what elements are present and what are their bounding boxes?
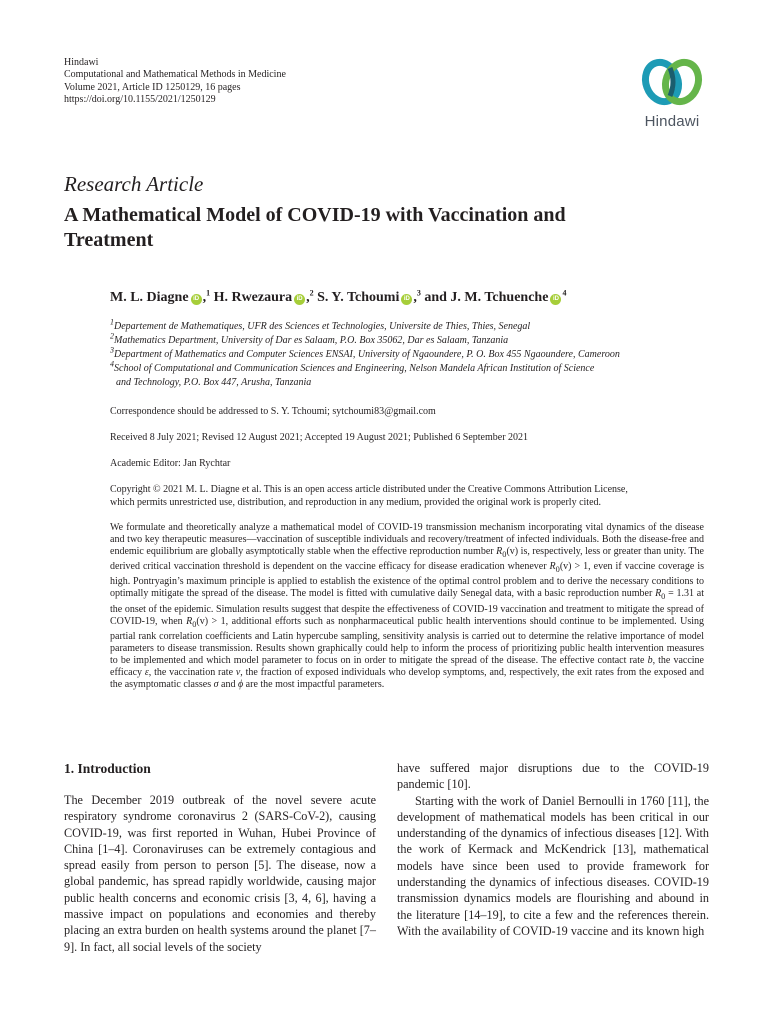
affiliation-continued <box>110 376 710 390</box>
volume-line: Volume 2021, Article ID 1250129, 16 pages <box>64 81 241 93</box>
abstract-text: , the vaccination rate <box>148 667 236 679</box>
math-symbol: ε <box>144 667 149 679</box>
math-symbol: v <box>235 667 241 679</box>
math-subscript: 0 <box>555 565 560 575</box>
article-title: A Mathematical Model of COVID-19 with Vaccination and Treatment <box>64 204 566 251</box>
copyright-notice <box>110 483 704 509</box>
math-symbol: b <box>647 654 653 666</box>
orcid-icon[interactable]: iD <box>550 294 561 305</box>
article-type: Research Article <box>64 172 204 196</box>
section-heading: 1. Introduction <box>64 761 151 776</box>
body-paragraph: Starting with the work of Daniel Bernoulli in 1760 [11], the development of mathematical models has been critical in our understanding of the dynamics of infectious diseases [12]. With the work of Kermack and McKendrick [13], mathematical models have since been used to provide framework for understanding the dynamics of infectious diseases. COVID-19 transmission dynamics models are flourishing and abound in the literature [14–19], to cite a few and the references therein. With the availability of COVID-19 vaccine and its known high <box>397 793 709 938</box>
abstract-text: , the fraction of exposed individuals who develop symptoms, and, respectively, the exit rates from the exposed and the asymptomatic classes <box>110 667 704 691</box>
publisher-name: Hindawi <box>64 57 99 68</box>
math-subscript: 0 <box>661 592 666 602</box>
author-name[interactable]: H. Rwezaura <box>213 290 293 305</box>
author-affil-sup: 3 <box>416 288 421 298</box>
math-text: (v) <box>559 561 572 573</box>
affiliation-text: Department of Mathematics and Computer Sciences ENSAI, University of Ngaoundere, P. O. Box 455 Ngaoundere, Cameroon <box>114 349 620 360</box>
abstract-text: , the vaccine efficacy <box>110 654 705 679</box>
orcid-icon[interactable]: iD <box>401 294 412 305</box>
abstract-text: are the most impactful parameters. <box>243 679 385 691</box>
author-affil-sup: 2 <box>309 288 314 298</box>
publication-dates: Received 8 July 2021; Revised 12 August 2021; Accepted 19 August 2021; Published 6 September 2021 <box>110 432 529 443</box>
academic-editor: Academic Editor: Jan Rychtar <box>110 458 231 469</box>
author-list: M. L. Diagne iD ,$^1$ H. Rwezaura iD ,$^2$ S. Y. Tchoumi iD ,$^3$ and J. M. Tchuenche $iD^4$ <box>110 288 567 305</box>
affiliation-sup: 3 <box>110 345 114 355</box>
affiliation-sup: 4 <box>110 359 114 369</box>
author-name[interactable]: S. Y. Tchoumi <box>317 290 400 305</box>
math-symbol: R <box>549 561 556 573</box>
math-symbol: R <box>655 588 662 600</box>
journal-meta <box>64 57 286 106</box>
body-paragraph: have suffered major disruptions due to the COVID-19 pandemic [10]. <box>397 761 709 792</box>
math-subscript: 0 <box>192 619 197 629</box>
body-paragraph: The December 2019 outbreak of the novel severe acute respiratory syndrome coronavirus 2 (SARS-CoV-2), causing COVID-19, was first reported in Wuhan, Hubei Province of China [1–4]. Coronaviruses can be extremely contagious and spread easily from person to person [5]. The disease, now a global pandemic, has spread rapidly worldwide, causing major public health concerns and economic crisis [3, 4, 6], having a massive impact on populations and economies and thereby placing an extra burden on health systems around the planet [7–9]. In fact, all social levels of the society <box>64 793 376 954</box>
math-text: (v) <box>196 615 209 627</box>
abstract-text: is, respectively, less or greater than unity. The derived critical vaccination threshold is dependent on the vaccine efficacy for disease eradication whenever <box>110 546 704 573</box>
abstract <box>110 522 704 691</box>
math-text: = 1.31 <box>665 588 695 600</box>
body-column-right <box>397 760 709 939</box>
affiliation-sup: 2 <box>110 331 114 341</box>
affiliation <box>110 345 710 362</box>
doi-link[interactable]: https://doi.org/10.1155/2021/1250129 <box>64 93 216 105</box>
abstract-text: We formulate and theoretically analyze a mathematical model of COVID-19 transmission mechanism incorporating vital dynamics of the disease and two key therapeutic measures—vaccination of susceptible individuals and recovery/treatment of infected individuals. Both the disease-free and endemic equilibrium are globally asymptotically stable when the effective reproduction number <box>110 522 704 558</box>
math-symbol: R <box>186 615 193 627</box>
math-symbol: R <box>496 546 503 558</box>
orcid-icon[interactable]: iD <box>294 294 305 305</box>
affiliation-text: School of Computational and Communication Sciences and Engineering, Nelson Mandela African Institution of Science <box>114 363 595 374</box>
author-affil-sup: 4 <box>562 288 567 298</box>
abstract-text: > 1, additional efforts such as nonpharmaceutical public health interventions should continue to be implemented. Using partial rank correlation coefficients and Latin hypercube sampling, sensitivity analysis is carried out to determine the relative importance of model parameters to disease transmission. Results shown graphically could help to inform the process of prioritizing public health intervention measures to be implemented and which model parameter to focus on in order to mitigate the spread of the disease. The effective contact rate <box>110 615 705 666</box>
affiliation-text: and Technology, P.O. Box 447, Arusha, Tanzania <box>116 377 312 388</box>
logo-wordmark: Hindawi <box>644 113 700 130</box>
hindawi-logo-icon <box>640 56 704 108</box>
math-symbol: σ <box>213 679 219 691</box>
body-column-left <box>64 760 376 955</box>
math-symbol: ϕ <box>237 679 244 691</box>
affiliations <box>110 317 710 390</box>
author-affil-sup: 1 <box>206 288 211 298</box>
copyright-line: which permits unrestricted use, distribution, and reproduction in any medium, provided the original work is properly cited. <box>110 497 602 508</box>
hindawi-logo <box>632 56 712 136</box>
affiliation <box>110 359 710 376</box>
author-name[interactable]: M. L. Diagne <box>110 290 189 305</box>
orcid-icon[interactable]: iD <box>191 294 202 305</box>
affiliation-text: Mathematics Department, University of Dar es Salaam, P.O. Box 35062, Dar es Salaam, Tanzania <box>114 335 509 346</box>
authors-connector: and <box>424 290 447 305</box>
correspondence: Correspondence should be addressed to S. Y. Tchoumi; sytchoumi83@gmail.com <box>110 406 436 417</box>
affiliation-text: Departement de Mathematiques, UFR des Sciences et Technologies, Universite de Thies, Thies, Senegal <box>114 321 531 332</box>
math-subscript: 0 <box>502 550 507 560</box>
copyright-line: Copyright © 2021 M. L. Diagne et al. This is an open access article distributed under the Creative Commons Attribution License, <box>110 484 628 495</box>
abstract-text: at the onset of the epidemic. Simulation results suggest that despite the effectiveness of COVID-19 vaccination and treatment to mitigate the spread of COVID-19, when <box>110 588 705 627</box>
journal-name: Computational and Mathematical Methods in Medicine <box>64 69 286 81</box>
author-name[interactable]: J. M. Tchuenche <box>450 290 549 305</box>
abstract-text: and <box>218 679 238 691</box>
affiliation-sup: 1 <box>110 317 114 327</box>
math-text: (v) <box>506 546 519 558</box>
affiliation <box>110 317 710 334</box>
affiliation <box>110 331 710 348</box>
abstract-text: > 1, even if vaccine coverage is high. Pontryagin’s maximum principle is applied to establish the existence of the optimal control problem and to derive the necessary conditions to optimally mitigate the spread of the disease. The model is fitted with cumulative daily Senegal data, with a basic reproduction number <box>110 561 704 600</box>
